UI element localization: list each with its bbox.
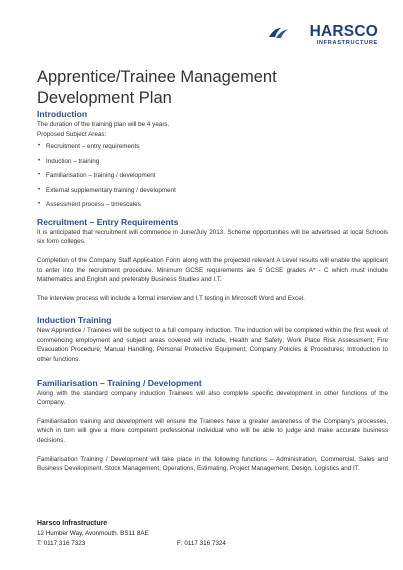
recruitment-paragraph-2: Completion of the Company Staff Application Form along with the projected relevant A Level results will enable the applicant to enter into the recruitment procedure. Minimum GCSE requirements are 5 GCSE grades A* - C which must include Mathematics and English and preferably Business Studies and I.T.: [37, 256, 388, 284]
section-recruitment: [37, 217, 388, 304]
bullet-icon: •: [38, 172, 41, 179]
list-item: [37, 200, 388, 210]
list-item-text: Familiarisation – training / development: [46, 172, 156, 180]
footer-address: 12 Humber Way, Avonmouth. BS11 8AE: [37, 530, 149, 537]
section-familiarisation: [37, 378, 388, 474]
bullet-icon: •: [38, 143, 41, 150]
familiarisation-paragraph-3: Familiarisation Training / Development will take place in the following functions – Administration, Commercial, Sales and Business Development, Stock Management, Operations, Estimating, Project Management, Design, Logistics and IT.: [37, 455, 388, 473]
section-heading-introduction: Introduction: [37, 109, 88, 119]
section-heading-familiarisation: Familiarisation – Training / Development: [37, 377, 202, 388]
footer-telephone: T: 0117 316 7323: [37, 539, 86, 547]
section-heading-induction: Induction Training: [37, 315, 112, 326]
list-item-text: Recruitment – entry requirements: [46, 143, 140, 151]
list-item-text: Assessment process – timescales: [46, 201, 141, 209]
recruitment-paragraph-1: It is anticipated that recruitment will commence in June/July 2013. Scheme opportunities will be advertised at local Schools six form colleges.: [37, 228, 388, 246]
familiarisation-paragraph-1: Along with the standard company induction Trainees will also complete specific development in other functions of the Company.: [37, 389, 388, 407]
footer-fax: F: 0117 316 7324: [177, 539, 226, 547]
footer-company-name: Harsco Infrastructure: [37, 520, 108, 527]
logo-subtext: INFRASTRUCTURE: [316, 40, 378, 46]
company-logo: [268, 23, 378, 46]
intro-duration-text: The duration of the training plan will be 4 years.: [37, 121, 170, 128]
document-body: [37, 109, 388, 474]
induction-paragraph-1: New Apprentice / Trainees will be subject to a full company induction. The induction will be completed within the first week of commencing employment and subject areas covered will include, Health and Safety; Work Place Risk Assessment; Fire Evacuation Procedure; Manual Handling; Personal Protective Equipment; Company Policies & Procedures; Introduction to other functions.: [37, 327, 388, 364]
title-line-2: Development Plan: [37, 89, 172, 107]
bullet-icon: •: [38, 157, 41, 164]
subject-areas-list: [37, 142, 388, 210]
title-line-1: Apprentice/Trainee Management: [37, 68, 277, 86]
document-title: [37, 67, 377, 109]
section-heading-recruitment: Recruitment – Entry Requirements: [37, 216, 179, 227]
logo-wordmark: HARSCO: [309, 23, 378, 40]
familiarisation-paragraph-2: Familiarisation training and development will ensure the Trainees have a greater awareness of the Company's processes, which in turn will give a more competent professional individual who will be able to judge and make accurate business decisions.: [37, 417, 388, 445]
section-introduction: [37, 109, 388, 210]
list-item: [37, 142, 388, 152]
list-item: [37, 171, 388, 181]
list-item-text: External supplementary training / development: [46, 186, 176, 194]
list-item-text: Induction – training: [46, 157, 100, 165]
recruitment-paragraph-3: The interview process will include a formal interview and I.T testing in Mircosoft Word and Excel.: [37, 294, 305, 302]
page-footer: [37, 519, 388, 548]
list-item: [37, 157, 388, 167]
bullet-icon: •: [38, 201, 41, 208]
bullet-icon: •: [38, 186, 41, 193]
list-item: [37, 186, 388, 196]
footer-contact-row: [37, 539, 388, 549]
section-induction: [37, 315, 388, 364]
intro-subject-areas-label: Proposed Subject Areas:: [37, 130, 107, 138]
